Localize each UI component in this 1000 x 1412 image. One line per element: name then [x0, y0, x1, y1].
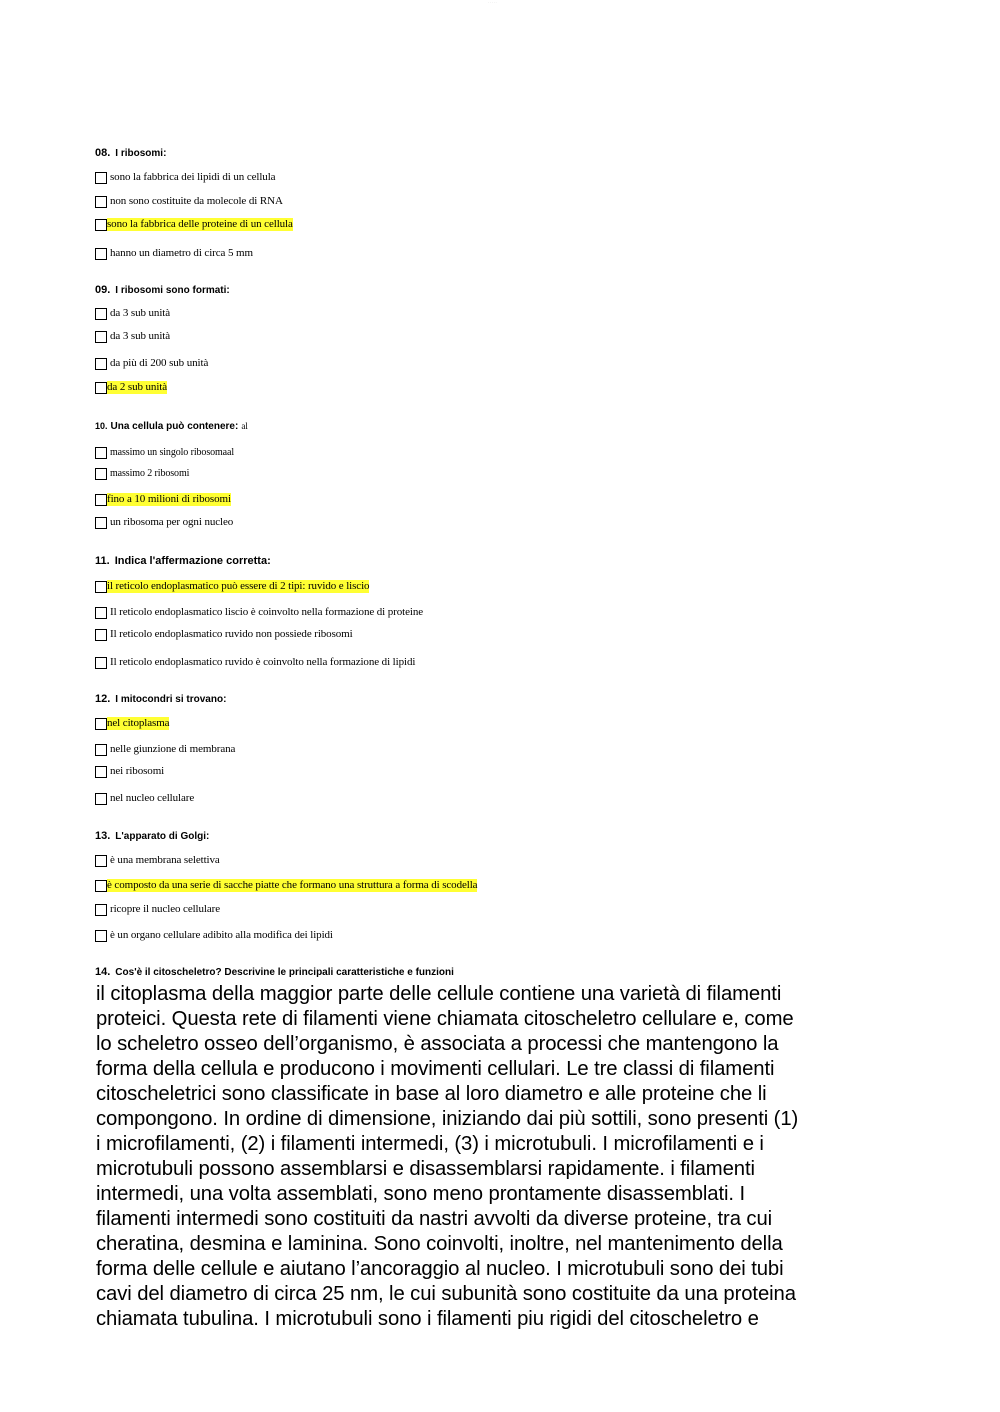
checkbox[interactable] — [95, 904, 107, 916]
question-08-title — [95, 147, 166, 159]
checkbox[interactable] — [95, 248, 107, 260]
checkbox[interactable] — [95, 855, 107, 867]
question-number: 10. — [95, 421, 108, 431]
option-label: nei ribosomi — [110, 765, 165, 777]
option-label-highlighted: nel citoplasma — [107, 717, 170, 729]
option-label: da 3 sub unità — [110, 330, 171, 342]
option-label: Il reticolo endoplasmatico ruvido è coinvolto nella formazione di lipidi — [110, 656, 416, 668]
option-09-c[interactable] — [95, 354, 208, 370]
option-label-highlighted: da 2 sub unità — [107, 381, 168, 393]
option-10-b[interactable] — [95, 464, 189, 480]
question-number: 14. — [95, 966, 111, 978]
question-text: I ribosomi sono formati: — [115, 285, 230, 296]
question-12-title — [95, 693, 226, 705]
option-label-highlighted: sono la fabbrica delle proteine di un cellula — [107, 218, 293, 230]
answer-line: compongono. In ordine di dimensione, iniziando dai più sottili, sono presenti (1) — [96, 1108, 799, 1130]
checkbox[interactable] — [95, 196, 107, 208]
option-11-b[interactable] — [95, 603, 423, 619]
answer-line: forma della cellula e producono i movimenti cellulari. Le tre classi di filamenti — [96, 1058, 775, 1080]
option-label: Il reticolo endoplasmatico liscio è coinvolto nella formazione di proteine — [110, 606, 424, 618]
option-08-c[interactable] — [95, 215, 293, 231]
answer-line: citoscheletrici sono classificate in base al loro diametro e alle proteine che li — [96, 1083, 767, 1105]
question-number: 09. — [95, 284, 111, 296]
answer-line: filamenti intermedi sono costituiti da nastri avvolti da diverse proteine, tra cui — [96, 1208, 773, 1230]
option-09-a[interactable] — [95, 304, 170, 320]
option-09-b[interactable] — [95, 327, 170, 343]
question-14-title — [95, 966, 454, 978]
option-10-c[interactable] — [95, 490, 231, 506]
page-header-mark: · · · · · — [488, 0, 497, 4]
question-text: I mitocondri si trovano: — [115, 694, 227, 705]
option-label: da più di 200 sub unità — [110, 357, 209, 369]
option-12-b[interactable] — [95, 740, 235, 756]
checkbox[interactable] — [95, 219, 107, 231]
option-label: è una membrana selettiva — [110, 854, 220, 866]
option-label: da 3 sub unità — [110, 307, 171, 319]
option-13-b[interactable] — [95, 876, 477, 892]
question-11-title — [95, 555, 271, 567]
option-label: è un organo cellulare adibito alla modifica dei lipidi — [110, 929, 333, 941]
option-12-a[interactable] — [95, 714, 169, 730]
option-11-a[interactable] — [95, 577, 369, 593]
question-13-title — [95, 830, 209, 842]
option-08-b[interactable] — [95, 192, 283, 208]
answer-line: proteici. Questa rete di filamenti viene chiamata citoscheletro cellulare e, come — [96, 1008, 794, 1030]
checkbox[interactable] — [95, 880, 107, 892]
checkbox[interactable] — [95, 172, 107, 184]
option-13-c[interactable] — [95, 900, 220, 916]
option-label: nelle giunzione di membrana — [110, 743, 236, 755]
option-label: un ribosoma per ogni nucleo — [110, 516, 234, 528]
checkbox[interactable] — [95, 793, 107, 805]
answer-line: cheratina, desmina e laminina. Sono coinvolti, inoltre, nel mantenimento della — [96, 1233, 783, 1255]
checkbox[interactable] — [95, 308, 107, 320]
option-label: Il reticolo endoplasmatico ruvido non possiede ribosomi — [110, 628, 353, 640]
option-label: sono la fabbrica dei lipidi di un cellula — [110, 171, 276, 183]
question-text: Indica l'affermazione corretta: — [114, 555, 271, 567]
answer-line: chiamata tubulina. I microtubuli sono i filamenti piu rigidi del citoscheletro e — [96, 1308, 759, 1330]
question-number: 13. — [95, 830, 111, 842]
checkbox[interactable] — [95, 930, 107, 942]
option-label: hanno un diametro di circa 5 mm — [110, 247, 253, 259]
answer-line: intermedi, una volta assemblati, sono meno prontamente disassemblati. I — [96, 1183, 746, 1205]
option-label: nel nucleo cellulare — [110, 792, 195, 804]
option-label-highlighted: il reticolo endoplasmatico può essere di 2 tipi: ruvido e liscio — [107, 580, 370, 592]
checkbox[interactable] — [95, 468, 107, 480]
option-11-c[interactable] — [95, 625, 353, 641]
checkbox[interactable] — [95, 629, 107, 641]
checkbox[interactable] — [95, 744, 107, 756]
question-number: 11. — [95, 555, 110, 567]
question-suffix: al — [241, 421, 248, 431]
option-10-d[interactable] — [95, 513, 233, 529]
option-11-d[interactable] — [95, 653, 415, 669]
question-text: I ribosomi: — [115, 148, 167, 159]
option-12-c[interactable] — [95, 762, 164, 778]
checkbox[interactable] — [95, 382, 107, 394]
option-label: ricopre il nucleo cellulare — [110, 903, 220, 915]
option-13-a[interactable] — [95, 851, 220, 867]
answer-line: i microfilamenti, (2) i filamenti intermedi, (3) i microtubuli. I microfilamenti e i — [96, 1133, 764, 1155]
answer-line: forma delle cellule e aiutano l’ancoraggio al nucleo. I microtubuli sono dei tubi — [96, 1258, 784, 1280]
question-text: Cos'è il citoscheletro? Descrivine le principali caratteristiche e funzioni — [115, 967, 454, 978]
question-number: 12. — [95, 693, 111, 705]
checkbox[interactable] — [95, 581, 107, 593]
question-09-title — [95, 284, 230, 296]
answer-line: microtubuli possono assemblarsi e disassemblarsi rapidamente. i filamenti — [96, 1158, 755, 1180]
answer-line: cavi del diametro di circa 25 nm, le cui subunità sono costituite da una proteina — [96, 1283, 796, 1305]
question-text: Una cellula può contenere: — [110, 421, 239, 432]
option-label-highlighted: è composto da una serie di sacche piatte che formano una struttura a forma di scodella — [107, 879, 478, 891]
option-13-d[interactable] — [95, 926, 333, 942]
option-label: massimo un singolo ribosomaal — [110, 447, 235, 458]
checkbox[interactable] — [95, 358, 107, 370]
question-text: L'apparato di Golgi: — [115, 831, 210, 842]
answer-line: lo scheletro osseo dell’organismo, è associata a processi che mantengono la — [96, 1033, 779, 1055]
checkbox[interactable] — [95, 766, 107, 778]
checkbox[interactable] — [95, 517, 107, 529]
checkbox[interactable] — [95, 718, 107, 730]
open-answer-text[interactable] — [96, 982, 886, 1332]
option-label: massimo 2 ribosomi — [110, 468, 190, 479]
option-10-a[interactable] — [95, 443, 234, 459]
checkbox[interactable] — [95, 494, 107, 506]
question-10-title — [95, 420, 248, 432]
option-09-d[interactable] — [95, 378, 167, 394]
checkbox[interactable] — [95, 447, 107, 459]
checkbox[interactable] — [95, 607, 107, 619]
answer-line: il citoplasma della maggior parte delle cellule contiene una varietà di filamenti — [96, 983, 782, 1005]
option-08-a[interactable] — [95, 168, 275, 184]
option-label: non sono costituite da molecole di RNA — [110, 195, 283, 207]
checkbox[interactable] — [95, 657, 107, 669]
option-12-d[interactable] — [95, 789, 194, 805]
option-label-highlighted: fino a 10 milioni di ribosomi — [107, 493, 231, 505]
checkbox[interactable] — [95, 331, 107, 343]
option-08-d[interactable] — [95, 244, 253, 260]
question-number: 08. — [95, 147, 111, 159]
